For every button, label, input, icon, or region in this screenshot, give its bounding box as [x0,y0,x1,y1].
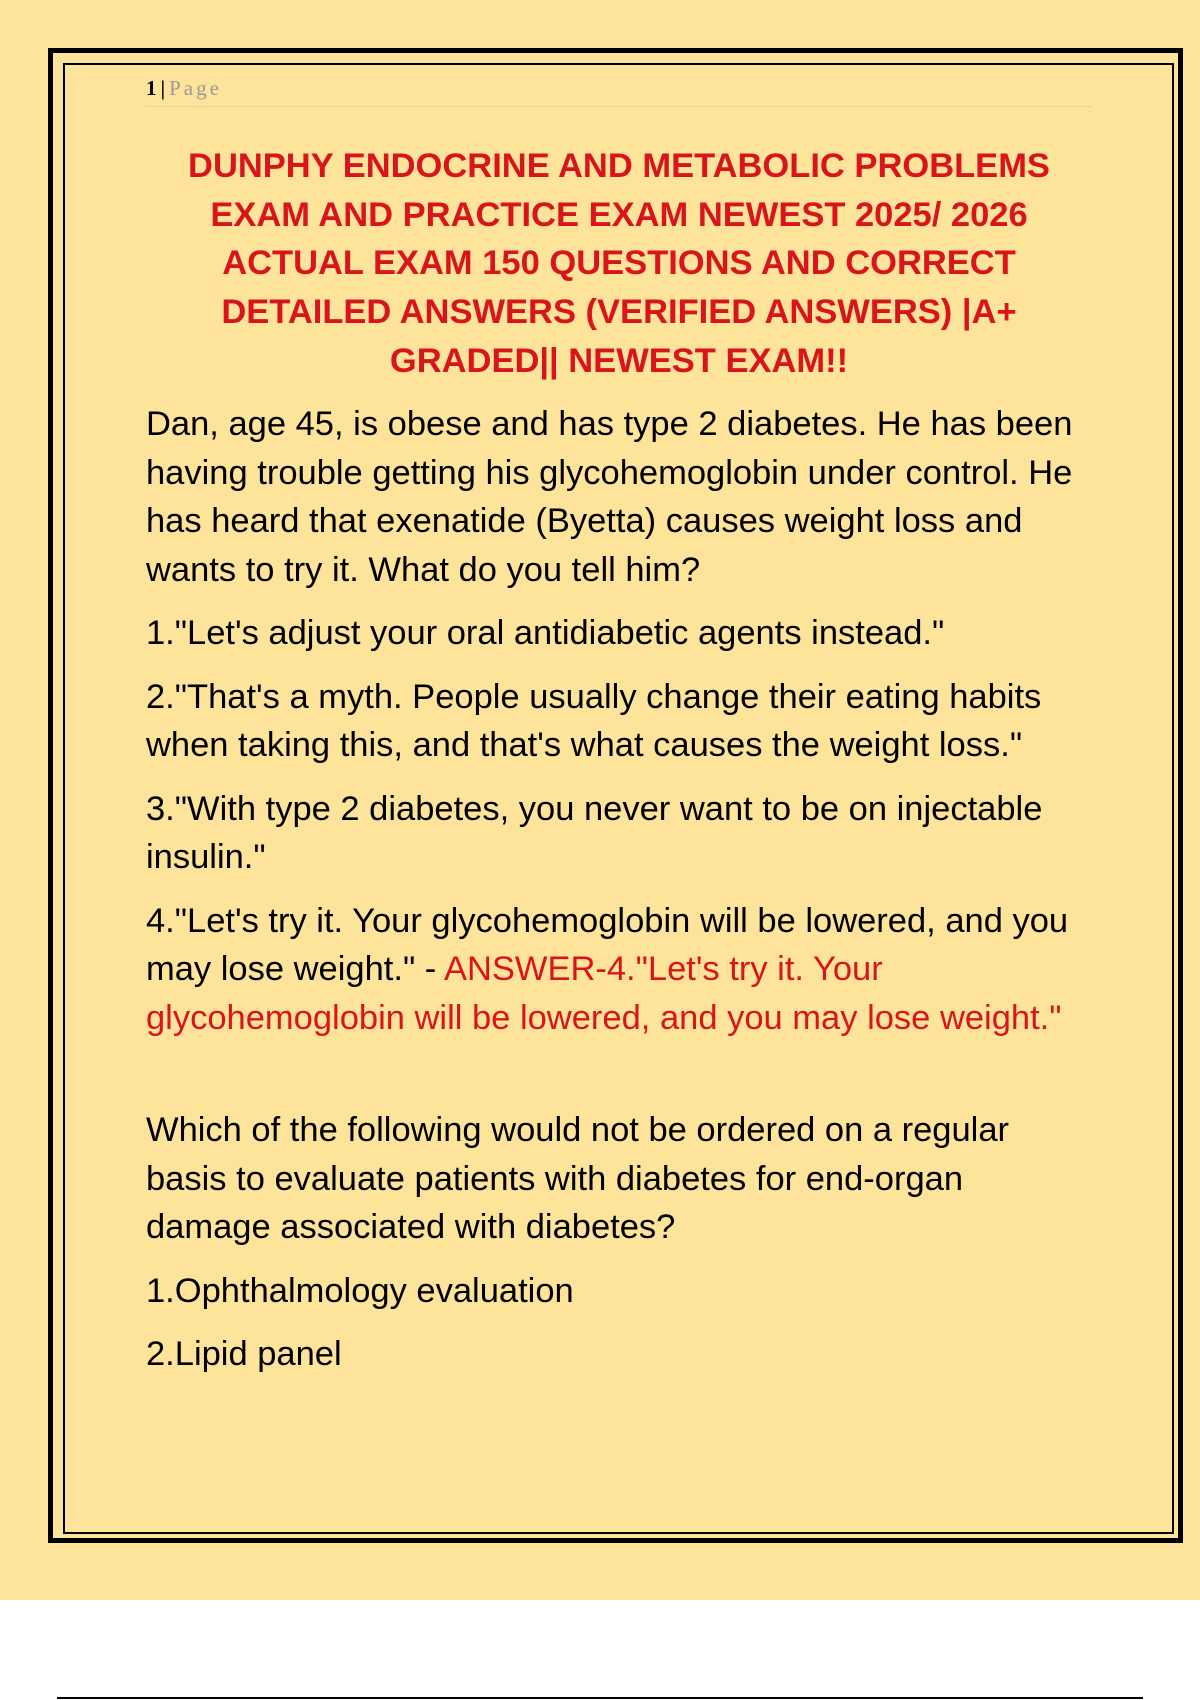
question-1-option-4: 4."Let's try it. Your glycohemoglobin will be lowered, and you may lose weight." - [146,901,1069,988]
question-1-option-2: 2."That's a myth. People usually change their eating habits when taking this, and that's what causes the weight loss." [146,677,1042,764]
page-header [146,76,1092,107]
question-2-option-2: 2.Lipid panel [146,1335,342,1373]
question-1-stem: Dan, age 45, is obese and has type 2 diabetes. He has been having trouble getting his glycohemoglobin under control. He has heard that exenatide (Byetta) causes weight loss and wants to try it. What do you tell him? [146,405,1073,589]
document-title: DUNPHY ENDOCRINE AND METABOLIC PROBLEMS EXAM AND PRACTICE EXAM NEWEST 2025/ 2026 ACTUAL EXAM 150 QUESTIONS AND CORRECT DETAILED ANSWERS (VERIFIED ANSWERS) |A+ GRADED|| NEWEST EXAM!! [188,147,1050,380]
bottom-divider [57,1697,1143,1699]
question-2-stem: Which of the following would not be ordered on a regular basis to evaluate patients with diabetes for end-organ damage associated with diabetes? [146,1111,1010,1246]
question-1-option-4-with-answer [146,897,1092,1043]
page-label: Page [169,76,222,100]
question-1-answer: ANSWER-4."Let's try it. Your glycohemoglobin will be lowered, and you may lose weight." [146,950,1062,1037]
page-number: 1 [146,76,157,100]
question-1-option-3: 3."With type 2 diabetes, you never want to be on injectable insulin." [146,789,1043,876]
page-header-separator: | [160,76,166,100]
question-2-option-1: 1.Ophthalmology evaluation [146,1271,574,1310]
document-body [146,400,1092,1394]
question-1-option-1: 1."Let's adjust your oral antidiabetic agents instead." [146,614,945,652]
